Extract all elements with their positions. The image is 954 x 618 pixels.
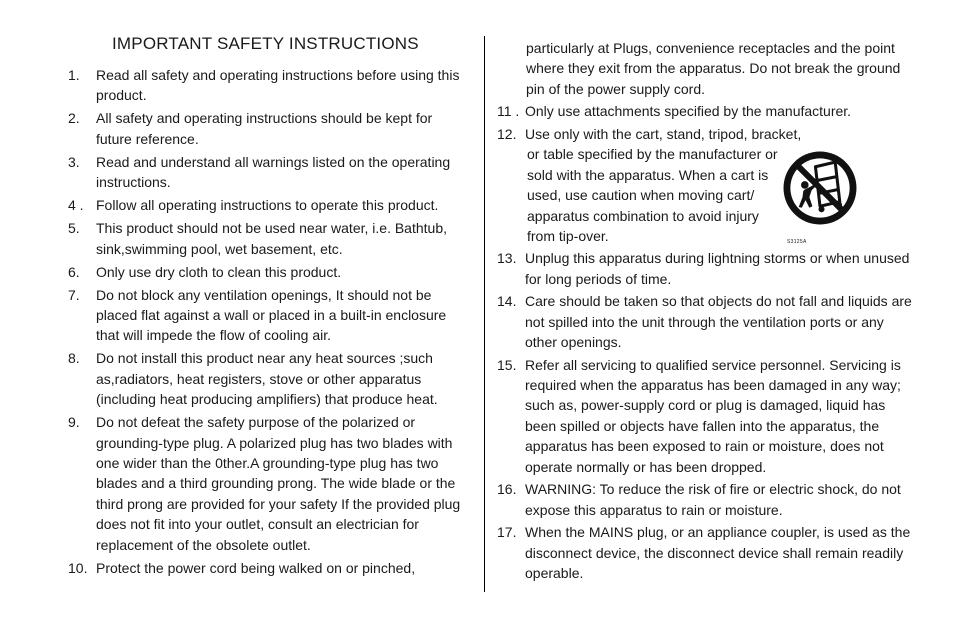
item-number: 17.: [497, 524, 517, 541]
list-item: [68, 412, 470, 555]
item-number: 10.: [68, 559, 88, 576]
list-item: [68, 195, 470, 215]
item-text: Only use attachments specified by the manufacturer.: [525, 103, 852, 120]
item-number: 9.: [68, 414, 80, 431]
item-text: Only use dry cloth to clean this product.: [96, 263, 342, 280]
item-number: 3.: [68, 153, 80, 170]
cart-tip-over-warning-icon: [782, 150, 858, 226]
item-number: 15.: [497, 356, 517, 373]
item-text-rest: or table specified by the manufacturer or sold with the apparatus. When a cart is used, use caution when moving cart/ apparatus combination to avoid injury from tip-over.: [527, 146, 778, 245]
list-item: [497, 522, 917, 583]
item-text: WARNING: To reduce the risk of fire or electric shock, do not expose this apparatus to rain or moisture.: [525, 481, 901, 518]
item-text: When the MAINS plug, or an appliance coupler, is used as the disconnect device, the disconnect device shall remain readily operable.: [525, 524, 911, 582]
item-text: Read and understand all warnings listed on the operating instructions.: [96, 153, 451, 191]
column-divider: [484, 36, 485, 592]
item-number: 12.: [497, 126, 517, 142]
item-text: Unplug this apparatus during lightning storms or when unused for long periods of time.: [525, 250, 910, 287]
item-number: 6.: [68, 263, 80, 280]
right-column-list: [497, 38, 917, 586]
list-item: [68, 285, 470, 346]
item-text: Read all safety and operating instructions before using this product.: [96, 67, 460, 104]
list-item: [68, 262, 470, 282]
list-item-continuation: [497, 38, 917, 99]
item-text: Refer all servicing to qualified service personnel. Servicing is required when the apparatus has been damaged in any way; such as, power-supply cord or plug is damaged, liquid has been spilled or objects have fallen into the apparatus, the apparatus has been exposed to rain or moisture, does not operate normally or has been dropped.: [525, 356, 901, 475]
item-text: Do not block any ventilation openings, It should not be placed flat against a wall or placed in a built-in enclosure that will impede the flow of cooling air.: [96, 286, 447, 344]
item-text: particularly at Plugs, convenience receptacles and the point where they exit from the apparatus. Do not break the ground pin of the power supply cord.: [526, 40, 901, 97]
list-item: [68, 218, 470, 259]
item-text: Follow all operating instructions to operate this product.: [96, 197, 439, 214]
item-text: Do not install this product near any heat sources ;such as,radiators, heat registers, stove or other apparatus (including heat producing amplifiers) that produce heat.: [96, 350, 438, 408]
list-item: [68, 348, 470, 409]
document-title: IMPORTANT SAFETY INSTRUCTIONS: [112, 34, 419, 53]
list-item: [497, 101, 917, 121]
list-item: [497, 291, 917, 352]
item-number: 11 .: [497, 103, 520, 120]
item-number: 16.: [497, 481, 517, 498]
left-column-list: [68, 65, 470, 581]
item-number: 14.: [497, 293, 517, 310]
item-number: 5.: [68, 220, 80, 237]
item-text: Do not defeat the safety purpose of the polarized or grounding-type plug. A polarized plug has two blades with one wider than the 0ther.A grounding-type plug has two blades and a third grounding prong. The wide blade or the third prong are provided for your safety If the provided plug does not fit into your outlet, consult an electrician for replacement of the obsolete outlet.: [96, 414, 461, 553]
item-number: 7.: [68, 286, 80, 303]
item-number: 13.: [497, 250, 517, 267]
list-item: [497, 479, 917, 520]
item-text: Protect the power cord being walked on or pinched,: [96, 559, 416, 576]
item-text: All safety and operating instructions should be kept for future reference.: [96, 110, 433, 147]
item-number: 4 .: [68, 197, 84, 214]
item-number: 2.: [68, 110, 80, 127]
item-text: This product should not be used near water, i.e. Bathtub, sink,swimming pool, wet basement, etc.: [96, 220, 447, 257]
list-item: [68, 152, 470, 193]
item-text: Care should be taken so that objects do not fall and liquids are not spilled into the unit through the ventilation ports or any other openings.: [525, 293, 912, 350]
item-number: 8.: [68, 350, 80, 367]
list-item: [68, 558, 470, 578]
list-item: [68, 65, 470, 106]
item-number: 1.: [68, 67, 80, 83]
list-item: [497, 248, 917, 289]
item-text-line: Use only with the cart, stand, tripod, bracket,: [525, 126, 802, 142]
list-item: [497, 355, 917, 477]
symbol-code-label: S3125A: [787, 239, 807, 245]
list-item: [68, 108, 470, 149]
